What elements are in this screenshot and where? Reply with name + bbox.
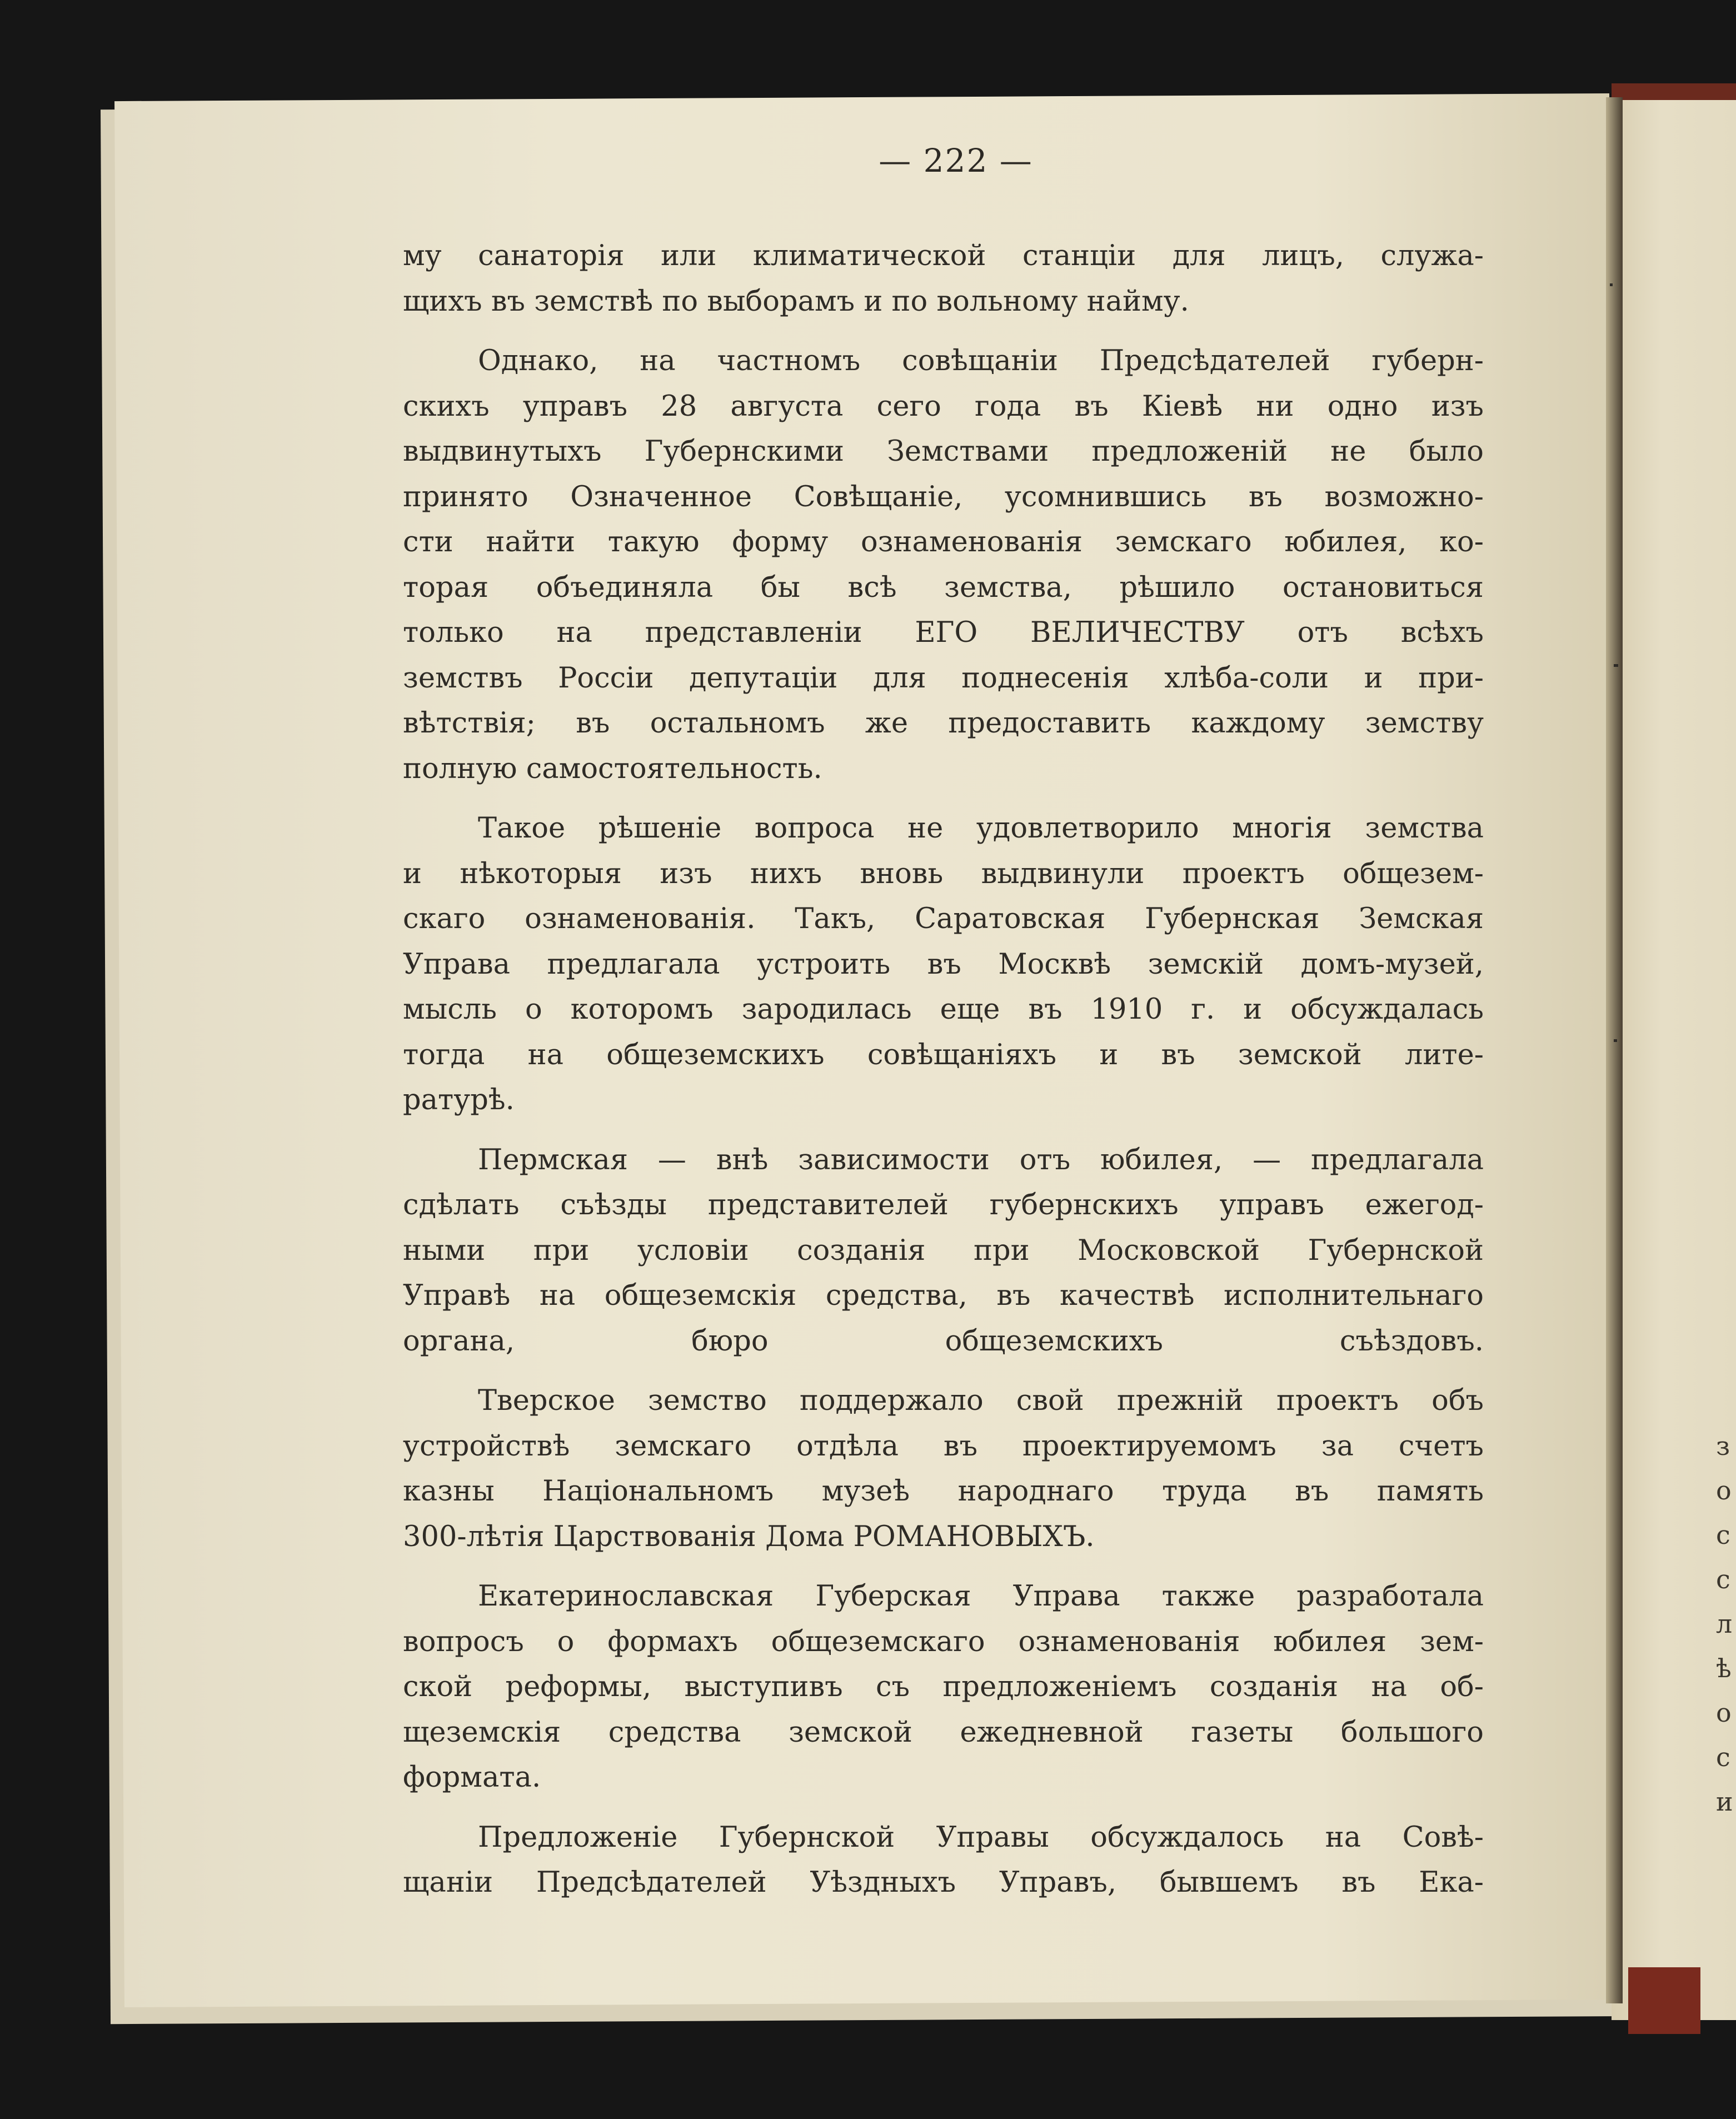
margin-letter: з — [1716, 1431, 1730, 1461]
text-line: щеземскія средства земской ежедневной газеты большого — [403, 1716, 1484, 1749]
page-number: — 222 — — [879, 142, 1033, 180]
speck — [1614, 664, 1618, 667]
speck — [1614, 1039, 1617, 1042]
text-line: выдвинутыхъ Губернскими Земствами предложеній не было — [403, 435, 1484, 468]
margin-letter: л — [1716, 1609, 1733, 1639]
text-line: Пермская — внѣ зависимости отъ юбилея, — предлагала — [478, 1143, 1484, 1176]
book-cover-top — [1612, 83, 1736, 100]
right-page — [1612, 86, 1736, 2020]
text-line: тогда на общеземскихъ совѣщаніяхъ и въ земской лите- — [403, 1038, 1484, 1071]
text-line: и нѣкоторыя изъ нихъ вновь выдвинули проектъ общезем- — [403, 857, 1484, 890]
text-line: сдѣлать съѣзды представителей губернскихъ управъ ежегод- — [403, 1189, 1484, 1221]
text-line: Управѣ на общеземскія средства, въ качествѣ исполнительнаго — [403, 1279, 1484, 1312]
speck — [1610, 283, 1613, 286]
paragraph-gap — [403, 1801, 1484, 1815]
margin-letter: с — [1716, 1520, 1730, 1550]
margin-letter: ѣ — [1716, 1653, 1732, 1683]
text-line: устройствѣ земскаго отдѣла въ проектируемомъ за счетъ — [403, 1429, 1484, 1463]
paragraph-gap — [403, 324, 1484, 338]
text-line: скихъ управъ 28 августа сего года въ Кіевѣ ни одно изъ — [403, 390, 1484, 423]
margin-letter: о — [1716, 1475, 1732, 1505]
text-line: ратурѣ. — [403, 1084, 515, 1116]
text-line: Управа предлагала устроить въ Москвѣ земскій домъ-музей, — [403, 948, 1484, 981]
paragraph-gap — [403, 791, 1484, 806]
paragraph-gap — [403, 1559, 1484, 1574]
margin-letter: с — [1716, 1742, 1730, 1772]
text-line: казны Національномъ музеѣ народнаго труда въ память — [403, 1475, 1484, 1508]
text-line: 300-лѣтія Царствованія Дома РОМАНОВЫХЪ. — [403, 1520, 1095, 1553]
text-line: ской реформы, выступивъ съ предложеніемъ созданія на об- — [403, 1671, 1484, 1703]
book-cover-bottom — [1628, 1967, 1700, 2034]
text-line: вѣтствія; въ остальномъ же предоставить каждому земству — [403, 707, 1484, 740]
text-line: формата. — [403, 1761, 541, 1794]
margin-letter: с — [1716, 1564, 1730, 1594]
text-line: мысль о которомъ зародилась еще въ 1910 г. и обсуждалась — [403, 993, 1484, 1026]
paragraph-gap — [403, 1123, 1484, 1138]
text-line: щаніи Предсѣдателей Уѣздныхъ Управъ, бывшемъ въ Ека- — [403, 1866, 1484, 1899]
text-line: органа, бюро общеземскихъ съѣздовъ. — [403, 1324, 1484, 1358]
text-line: Тверское земство поддержало свой прежній проектъ объ — [478, 1384, 1484, 1417]
text-line: торая объединяла бы всѣ земства, рѣшило остановиться — [403, 571, 1484, 604]
text-line: полную самостоятельность. — [403, 752, 822, 785]
text-line: вопросъ о формахъ общеземскаго ознаменованія юбилея зем- — [403, 1625, 1484, 1658]
margin-letter: и — [1716, 1787, 1733, 1817]
text-line: Такое рѣшеніе вопроса не удовлетворило многія земства — [478, 812, 1484, 845]
margin-letter: о — [1716, 1698, 1732, 1728]
text-line: му санаторія или климатической станціи для лицъ, служа- — [403, 240, 1484, 272]
text-line: сти найти такую форму ознаменованія земскаго юбилея, ко- — [403, 526, 1484, 559]
text-line: земствъ Россіи депутаціи для поднесенія хлѣба-соли и при- — [403, 661, 1484, 695]
gutter-shadow — [1606, 97, 1623, 2003]
text-line: щихъ въ земствѣ по выборамъ и по вольному найму. — [403, 285, 1189, 318]
paragraph-gap — [403, 1364, 1484, 1378]
page-text — [403, 233, 1484, 1906]
text-line: Екатеринославская Губерская Управа также разработала — [478, 1580, 1484, 1613]
text-line: только на представленіи ЕГО ВЕЛИЧЕСТВУ отъ всѣхъ — [403, 616, 1484, 649]
text-line: принято Означенное Совѣщаніе, усомнившись въ возможно- — [403, 480, 1484, 513]
text-line: ными при условіи созданія при Московской Губернской — [403, 1234, 1484, 1267]
text-line: Однако, на частномъ совѣщаніи Предсѣдателей губерн- — [478, 345, 1484, 377]
text-line: Предложеніе Губернской Управы обсуждалось на Совѣ- — [478, 1821, 1484, 1854]
text-line: скаго ознаменованія. Такъ, Саратовская Губернская Земская — [403, 903, 1484, 935]
